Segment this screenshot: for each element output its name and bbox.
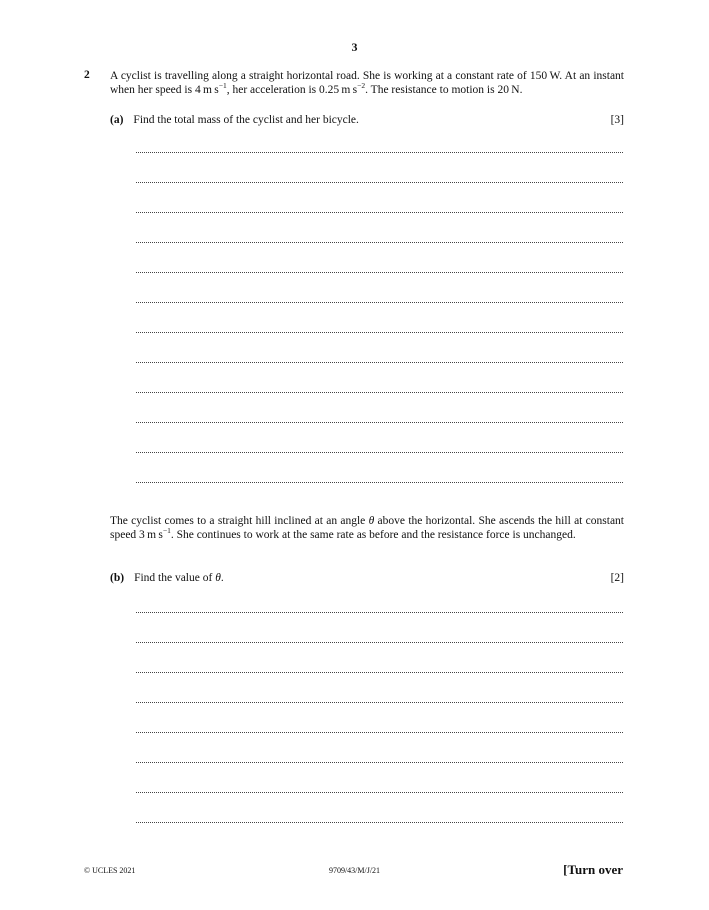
answer-line[interactable]: [136, 272, 623, 273]
answer-line[interactable]: [136, 362, 623, 363]
theta-symbol: θ: [215, 572, 221, 584]
answer-line[interactable]: [136, 732, 623, 733]
answer-line[interactable]: [136, 792, 623, 793]
footer-copyright: © UCLES 2021: [84, 866, 136, 875]
part-b-text-2: .: [220, 572, 224, 584]
question-intro: [110, 69, 624, 97]
answer-line[interactable]: [136, 822, 623, 823]
question-context: [110, 514, 624, 542]
context-text-3: . She continues to work at the same rate as before and the resistance force is unchanged.: [170, 529, 576, 541]
answer-line[interactable]: [136, 302, 623, 303]
context-text-1: The cyclist comes to a straight hill inclined at an angle: [110, 515, 369, 527]
intro-text-2: , her acceleration is 0.25 m s: [226, 84, 358, 96]
turn-over-label: [Turn over: [563, 862, 623, 877]
answer-line[interactable]: [136, 702, 623, 703]
answer-line[interactable]: [136, 392, 623, 393]
part-a-marks: [3]: [610, 114, 624, 126]
answer-line[interactable]: [136, 762, 623, 763]
intro-exponent-1: −1: [218, 81, 227, 91]
answer-line[interactable]: [136, 672, 623, 673]
answer-line[interactable]: [136, 422, 623, 423]
part-a: [110, 114, 624, 126]
intro-text-1: A cyclist is travelling along a straight horizontal road. She is working at a constant rate of 150 W. At an instant when her speed is 4 m s: [110, 70, 624, 96]
answer-line[interactable]: [136, 642, 623, 643]
intro-exponent-2: −2: [357, 81, 366, 91]
page-number: 3: [351, 40, 358, 54]
answer-line[interactable]: [136, 152, 623, 153]
answer-line[interactable]: [136, 242, 623, 243]
answer-line[interactable]: [136, 182, 623, 183]
footer-paper-code: 9709/43/M/J/21: [328, 866, 381, 875]
part-b: [110, 572, 624, 584]
answer-line[interactable]: [136, 212, 623, 213]
part-b-text-1: Find the value of: [134, 572, 216, 584]
context-text-2: above the horizontal. She ascends the hill at constant speed 3 m s: [110, 515, 624, 541]
part-b-label: (b): [110, 572, 125, 584]
answer-line[interactable]: [136, 612, 623, 613]
answer-line[interactable]: [136, 482, 623, 483]
question-number: 2: [84, 69, 90, 81]
theta-symbol: θ: [368, 515, 375, 527]
context-exponent: −1: [162, 526, 171, 536]
part-a-text: Find the total mass of the cyclist and her bicycle.: [133, 114, 359, 126]
answer-line[interactable]: [136, 452, 623, 453]
part-a-label: (a): [110, 114, 124, 126]
answer-line[interactable]: [136, 332, 623, 333]
intro-text-3: . The resistance to motion is 20 N.: [365, 84, 523, 96]
part-b-marks: [2]: [610, 572, 624, 584]
